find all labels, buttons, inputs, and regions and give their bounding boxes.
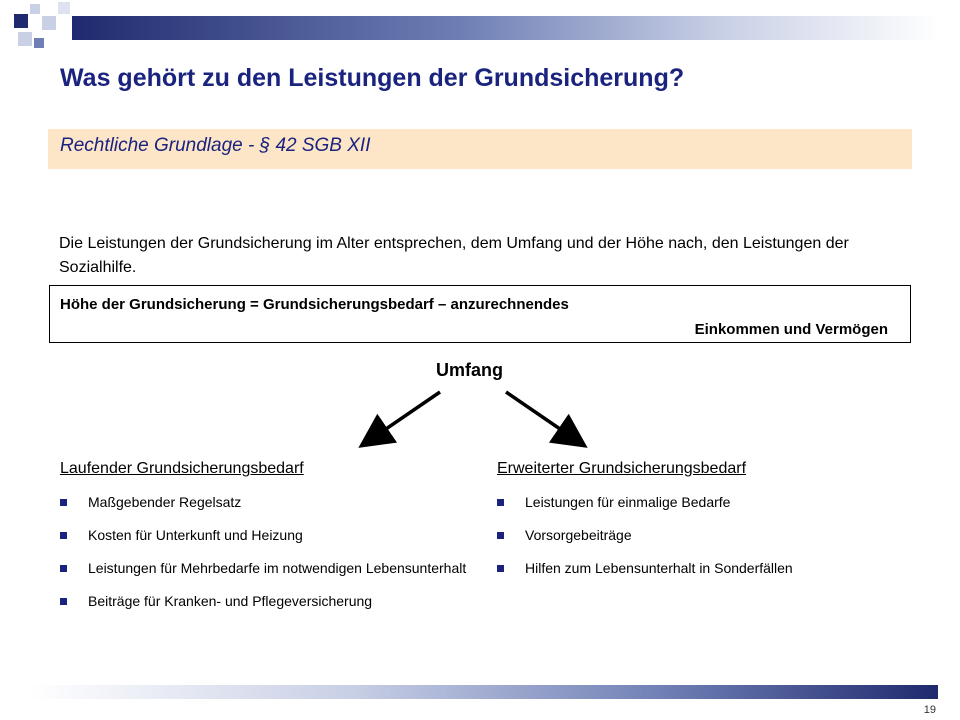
square-bullet-icon (60, 598, 67, 605)
formula-line-1: Höhe der Grundsicherung = Grundsicherungsbedarf – anzurechnendes (60, 296, 569, 313)
right-column-heading: Erweiterter Grundsicherungsbedarf (497, 460, 747, 477)
square-bullet-icon (60, 532, 67, 539)
list-item (497, 492, 917, 512)
square-bullet-icon (497, 499, 504, 506)
left-column-heading: Laufender Grundsicherungsbedarf (60, 460, 304, 477)
list-item-text: Leistungen für Mehrbedarfe im notwendigen Lebensunterhalt (88, 560, 467, 576)
arrow-right (506, 392, 579, 442)
page-number: 19 (923, 704, 936, 716)
list-item-text: Maßgebender Regelsatz (88, 494, 242, 510)
list-item (60, 492, 470, 512)
left-bullet-list (60, 492, 470, 611)
list-item-text: Beiträge für Kranken- und Pflegeversicherung (88, 593, 373, 609)
square-bullet-icon (60, 499, 67, 506)
umfang-label: Umfang (436, 360, 503, 380)
list-item (60, 558, 470, 578)
list-item-text: Leistungen für einmalige Bedarfe (525, 494, 731, 510)
footer-gradient-bar (30, 685, 938, 699)
list-item (497, 525, 917, 545)
list-item (497, 558, 917, 578)
list-item-text: Kosten für Unterkunft und Heizung (88, 527, 303, 543)
slide-title: Was gehört zu den Leistungen der Grundsicherung? (60, 64, 685, 92)
left-column (60, 460, 470, 624)
list-item-text: Hilfen zum Lebensunterhalt in Sonderfällen (525, 560, 793, 576)
arrow-left (367, 392, 440, 442)
list-item-text: Vorsorgebeiträge (525, 527, 632, 543)
square-bullet-icon (60, 565, 67, 572)
list-item (60, 591, 470, 611)
slide-subtitle: Rechtliche Grundlage - § 42 SGB XII (60, 135, 371, 156)
right-column (497, 460, 917, 591)
right-bullet-list (497, 492, 917, 578)
square-bullet-icon (497, 565, 504, 572)
square-bullet-icon (497, 532, 504, 539)
formula-line-2: Einkommen und Vermögen (694, 321, 888, 338)
intro-text: Die Leistungen der Grundsicherung im Alter entsprechen, dem Umfang und der Höhe nach, den Leistungen der Sozialhilfe. (59, 235, 849, 276)
list-item (60, 525, 470, 545)
